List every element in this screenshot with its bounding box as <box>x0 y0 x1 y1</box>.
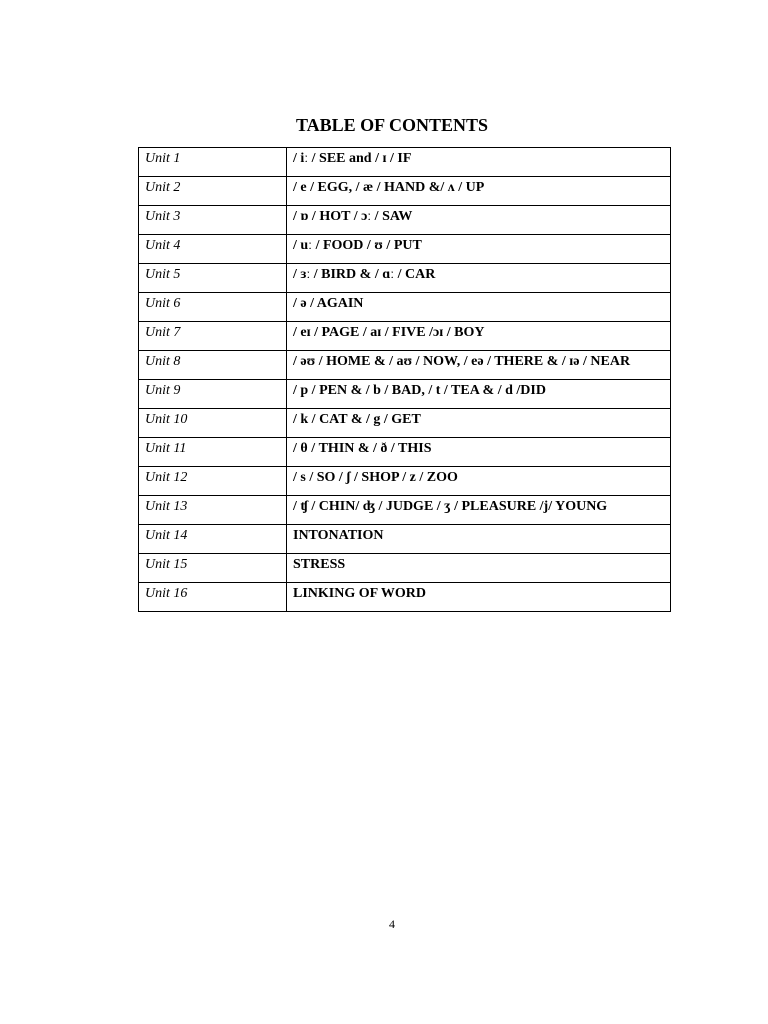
topic-cell: STRESS <box>287 554 671 583</box>
unit-cell: Unit 16 <box>139 583 287 612</box>
topic-cell: / eɪ / PAGE / aɪ / FIVE /ɔɪ / BOY <box>287 322 671 351</box>
unit-cell: Unit 13 <box>139 496 287 525</box>
unit-cell: Unit 9 <box>139 380 287 409</box>
unit-cell: Unit 8 <box>139 351 287 380</box>
contents-table <box>138 147 671 612</box>
topic-cell: INTONATION <box>287 525 671 554</box>
table-row <box>139 496 671 525</box>
unit-cell: Unit 11 <box>139 438 287 467</box>
table-row <box>139 438 671 467</box>
topic-cell: / ə / AGAIN <box>287 293 671 322</box>
table-row <box>139 177 671 206</box>
unit-cell: Unit 4 <box>139 235 287 264</box>
topic-cell: / k / CAT & / g / GET <box>287 409 671 438</box>
table-row <box>139 264 671 293</box>
topic-cell: / ɜː / BIRD & / ɑː / CAR <box>287 264 671 293</box>
table-row <box>139 293 671 322</box>
topic-cell: / uː / FOOD / ʊ / PUT <box>287 235 671 264</box>
table-row <box>139 554 671 583</box>
topic-cell: / s / SO / ʃ / SHOP / z / ZOO <box>287 467 671 496</box>
topic-cell: LINKING OF WORD <box>287 583 671 612</box>
table-row <box>139 380 671 409</box>
topic-cell: / ʧ / CHIN/ ʤ / JUDGE / ʒ / PLEASURE /j/ YOUNG <box>287 496 671 525</box>
unit-cell: Unit 10 <box>139 409 287 438</box>
table-row <box>139 235 671 264</box>
table-row <box>139 525 671 554</box>
unit-cell: Unit 15 <box>139 554 287 583</box>
topic-cell: / θ / THIN & / ð / THIS <box>287 438 671 467</box>
unit-cell: Unit 7 <box>139 322 287 351</box>
table-row <box>139 351 671 380</box>
table-row <box>139 322 671 351</box>
topic-cell: / əʊ / HOME & / aʊ / NOW, / eə / THERE & / ɪə / NEAR <box>287 351 671 380</box>
table-row <box>139 206 671 235</box>
unit-cell: Unit 14 <box>139 525 287 554</box>
topic-cell: / e / EGG, / æ / HAND &/ ʌ / UP <box>287 177 671 206</box>
table-row <box>139 467 671 496</box>
page-number: 4 <box>389 917 395 931</box>
topic-cell: / ɒ / HOT / ɔː / SAW <box>287 206 671 235</box>
unit-cell: Unit 5 <box>139 264 287 293</box>
unit-cell: Unit 3 <box>139 206 287 235</box>
unit-cell: Unit 12 <box>139 467 287 496</box>
unit-cell: Unit 1 <box>139 148 287 177</box>
topic-cell: / p / PEN & / b / BAD, / t / TEA & / d /DID <box>287 380 671 409</box>
table-row <box>139 409 671 438</box>
unit-cell: Unit 2 <box>139 177 287 206</box>
topic-cell: / iː / SEE and / ɪ / IF <box>287 148 671 177</box>
table-row <box>139 583 671 612</box>
unit-cell: Unit 6 <box>139 293 287 322</box>
table-row <box>139 148 671 177</box>
page-title: TABLE OF CONTENTS <box>295 115 489 135</box>
